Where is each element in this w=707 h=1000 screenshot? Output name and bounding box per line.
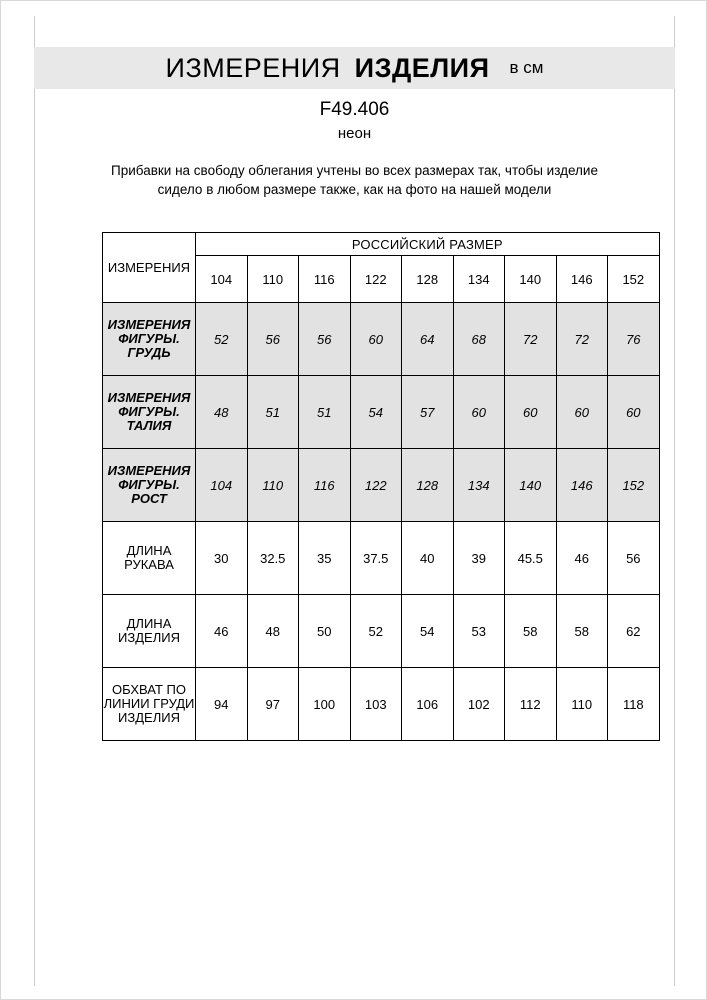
- measurement-cell: 72: [505, 303, 557, 376]
- measurement-cell: 64: [402, 303, 454, 376]
- article-code: F49.406: [319, 99, 390, 120]
- measurement-cell: 146: [556, 449, 608, 522]
- measurement-cell: 48: [196, 376, 248, 449]
- size-column-header: 146: [556, 256, 608, 303]
- title-word-product: ИЗДЕЛИЯ: [354, 52, 490, 83]
- measurement-cell: 94: [196, 668, 248, 741]
- document-title: [34, 47, 675, 89]
- color-name: неон: [337, 125, 372, 142]
- fit-note: Прибавки на свободу облегания учтены во всех размерах так, чтобы изделие сидело в любом размере также, как на фото на нашей модели: [111, 163, 598, 197]
- measurement-cell: 56: [299, 303, 351, 376]
- measurement-cell: 140: [505, 449, 557, 522]
- table-row: [103, 522, 660, 595]
- measurement-cell: 39: [453, 522, 505, 595]
- measurement-cell: 54: [402, 595, 454, 668]
- table-row: [103, 303, 660, 376]
- measurement-cell: 128: [402, 449, 454, 522]
- measurement-cell: 76: [608, 303, 660, 376]
- size-column-header: 140: [505, 256, 557, 303]
- size-column-header: 128: [402, 256, 454, 303]
- measurement-cell: 40: [402, 522, 454, 595]
- row-label: ДЛИНА ИЗДЕЛИЯ: [103, 595, 196, 668]
- measurement-cell: 60: [350, 303, 402, 376]
- measurement-cell: 51: [299, 376, 351, 449]
- measurement-cell: 110: [247, 449, 299, 522]
- table-row: [103, 595, 660, 668]
- measurement-cell: 102: [453, 668, 505, 741]
- measurement-cell: 57: [402, 376, 454, 449]
- row-label: ОБХВАТ ПО ЛИНИИ ГРУДИ ИЗДЕЛИЯ: [103, 668, 196, 741]
- measurement-cell: 97: [247, 668, 299, 741]
- measurement-cell: 53: [453, 595, 505, 668]
- row-label: ИЗМЕРЕНИЯ ФИГУРЫ. ТАЛИЯ: [103, 376, 196, 449]
- measurement-cell: 110: [556, 668, 608, 741]
- measurement-cell: 62: [608, 595, 660, 668]
- measurement-cell: 46: [196, 595, 248, 668]
- table-group-header: РОССИЙСКИЙ РАЗМЕР: [196, 233, 660, 256]
- measurement-cell: 58: [505, 595, 557, 668]
- measurement-cell: 103: [350, 668, 402, 741]
- measurement-cell: 58: [556, 595, 608, 668]
- measurement-cell: 46: [556, 522, 608, 595]
- measurement-cell: 32.5: [247, 522, 299, 595]
- row-label: ДЛИНА РУКАВА: [103, 522, 196, 595]
- measurement-cell: 118: [608, 668, 660, 741]
- measurement-cell: 60: [453, 376, 505, 449]
- measurement-cell: 56: [608, 522, 660, 595]
- measurement-cell: 60: [505, 376, 557, 449]
- measurement-cell: 100: [299, 668, 351, 741]
- measurement-cell: 52: [350, 595, 402, 668]
- measurement-cell: 51: [247, 376, 299, 449]
- size-column-header: 122: [350, 256, 402, 303]
- measurement-cell: 116: [299, 449, 351, 522]
- measurement-cell: 122: [350, 449, 402, 522]
- measurement-cell: 37.5: [350, 522, 402, 595]
- table-row: [103, 376, 660, 449]
- table-row: [103, 668, 660, 741]
- size-column-header: 116: [299, 256, 351, 303]
- measurement-cell: 112: [505, 668, 557, 741]
- measurement-cell: 30: [196, 522, 248, 595]
- measurement-cell: 104: [196, 449, 248, 522]
- table-corner-label: ИЗМЕРЕНИЯ: [103, 233, 196, 303]
- measurement-cell: 45.5: [505, 522, 557, 595]
- measurement-cell: 68: [453, 303, 505, 376]
- title-unit: в см: [509, 58, 544, 77]
- measurement-cell: 50: [299, 595, 351, 668]
- measurement-cell: 52: [196, 303, 248, 376]
- measurement-cell: 60: [608, 376, 660, 449]
- row-label: ИЗМЕРЕНИЯ ФИГУРЫ. ГРУДЬ: [103, 303, 196, 376]
- measurement-cell: 60: [556, 376, 608, 449]
- measurement-cell: 35: [299, 522, 351, 595]
- measurement-cell: 56: [247, 303, 299, 376]
- size-column-header: 152: [608, 256, 660, 303]
- title-word-measurements: ИЗМЕРЕНИЯ: [165, 52, 341, 83]
- measurement-cell: 106: [402, 668, 454, 741]
- measurement-cell: 54: [350, 376, 402, 449]
- row-label: ИЗМЕРЕНИЯ ФИГУРЫ. РОСТ: [103, 449, 196, 522]
- size-column-header: 104: [196, 256, 248, 303]
- measurement-cell: 72: [556, 303, 608, 376]
- size-column-header: 110: [247, 256, 299, 303]
- measurement-cell: 48: [247, 595, 299, 668]
- table-row: [103, 449, 660, 522]
- size-column-header: 134: [453, 256, 505, 303]
- measurement-cell: 134: [453, 449, 505, 522]
- size-table: [102, 232, 660, 741]
- measurement-cell: 152: [608, 449, 660, 522]
